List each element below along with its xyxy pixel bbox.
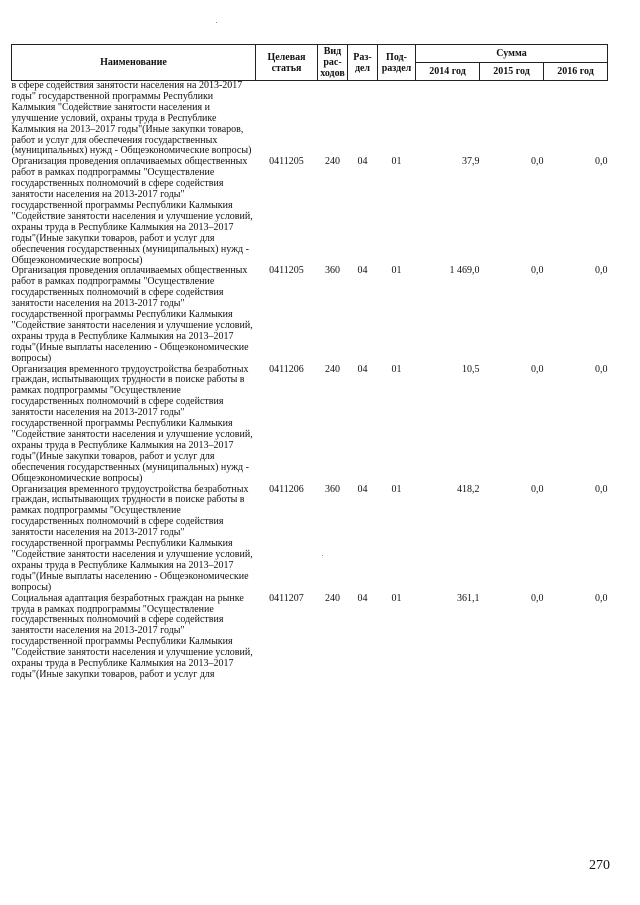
row-subsection: 01	[391, 483, 402, 495]
row-type: 360	[325, 483, 340, 495]
row-type	[318, 81, 348, 158]
row-target: 0411205	[269, 156, 304, 168]
row-subsection: 01	[391, 363, 402, 375]
header-section: Раз-дел	[348, 45, 378, 81]
row-target: 0411206	[269, 483, 304, 495]
row-section: 04	[357, 156, 368, 168]
header-subsection: Под-раздел	[378, 45, 416, 81]
row-section: 04	[357, 363, 368, 375]
table-row	[12, 81, 608, 158]
row-2015	[480, 81, 544, 158]
header-sum: Сумма	[416, 45, 608, 63]
row-name: Организация проведения оплачиваемых общественных работ в рамках подпрограммы "Осуществление государственных полномочий в сфере содействия занятости населения на 2013-2017 годы" государственной программы Республики Калмыкия "Содействие занятости населения и улучшение условий, охраны труда в Республике Калмыкия на 2013–2017 годы"(Иные закупки товаров, работ и услуг для обеспечения государственных (муниципальных) нужд - Общеэкономические вопросы)	[11, 156, 253, 266]
row-type: 240	[325, 156, 340, 168]
row-2014: 361,1	[457, 592, 480, 604]
row-name: Организация временного трудоустройства безработных граждан, испытывающих трудности в поиске работы в рамках подпрограммы "Осуществление государственных полномочий в сфере содействия занятости населения на 2013-2017 годы" государственной программы Республики Калмыкия "Содействие занятости населения и улучшение условий, охраны труда в Республике Калмыкия на 2013–2017 годы"(Иные закупки товаров, работ и услуг для обеспечения государственных (муниципальных) нужд - Общеэкономические вопросы)	[11, 363, 253, 484]
row-2016: 0,0	[595, 156, 608, 168]
row-section: 04	[357, 483, 368, 495]
row-2015: 0,0	[531, 363, 544, 375]
row-2015: 0,0	[531, 156, 544, 168]
row-2014: 37,9	[462, 156, 480, 168]
row-2016: 0,0	[595, 592, 608, 604]
row-2016: 0,0	[595, 363, 608, 375]
page-number: 270	[589, 858, 610, 873]
row-target	[256, 81, 318, 158]
header-target-article: Целевая статья	[256, 45, 318, 81]
row-2014: 10,5	[462, 363, 480, 375]
row-type: 360	[325, 265, 340, 277]
budget-table	[11, 44, 608, 681]
row-subsection: 01	[391, 156, 402, 168]
row-2014: 418,2	[457, 483, 480, 495]
row-2014: 1 469,0	[449, 265, 480, 277]
table-body	[12, 81, 608, 681]
row-name: Организация проведения оплачиваемых общественных работ в рамках подпрограммы "Осуществление государственных полномочий в сфере содействия занятости населения на 2013-2017 годы" государственной программы Республики Калмыкия "Содействие занятости населения и улучшение условий, охраны труда в Республике Калмыкия на 2013–2017 годы"(Иные выплаты населению - Общеэкономические вопросы)	[11, 265, 253, 364]
row-name: Социальная адаптация безработных граждан на рынке труда в рамках подпрограммы "Осуществление государственных полномочий в сфере содействия занятости населения на 2013-2017 годы" государственной программы Республики Калмыкия "Содействие занятости населения и улучшение условий, охраны труда в Республике Калмыкия на 2013–2017 годы"(Иные закупки товаров, работ и услуг для	[11, 592, 253, 680]
header-2016: 2016 год	[544, 63, 608, 81]
table-row	[12, 365, 608, 485]
table-header	[12, 45, 608, 81]
table-row	[12, 485, 608, 594]
table-row	[12, 266, 608, 364]
header-2015: 2015 год	[480, 63, 544, 81]
row-2016: 0,0	[595, 483, 608, 495]
scan-speck	[216, 22, 217, 23]
row-subsection: 01	[391, 592, 402, 604]
row-type: 240	[325, 363, 340, 375]
row-type: 240	[325, 592, 340, 604]
row-2016	[544, 81, 608, 158]
row-subsection	[378, 81, 416, 158]
row-2015: 0,0	[531, 592, 544, 604]
table-row	[12, 594, 608, 681]
row-section: 04	[357, 265, 368, 277]
row-2015: 0,0	[531, 265, 544, 277]
row-name: в сфере содействия занятости населения на 2013-2017 годы" государственной программы Республики Калмыкия "Содействие занятости населения и улучшение условий, охраны труда в Республике Калмыкия на 2013–2017 годы"(Иные закупки товаров, работ и услуг для обеспечения государственных (муниципальных) нужд - Общеэкономические вопросы)	[11, 80, 252, 157]
header-name: Наименование	[12, 45, 256, 81]
row-2015: 0,0	[531, 483, 544, 495]
row-name: Организация временного трудоустройства безработных граждан, испытывающих трудности в поиске работы в рамках подпрограммы "Осуществление государственных полномочий в сфере содействия занятости населения на 2013-2017 годы" государственной программы Республики Калмыкия "Содействие занятости населения и улучшение условий, охраны труда в Республике Калмыкия на 2013–2017 годы"(Иные выплаты населению - Общеэкономические вопросы)	[11, 483, 253, 593]
row-2016: 0,0	[595, 265, 608, 277]
header-expense-type: Вид рас-ходов	[318, 45, 348, 81]
row-subsection: 01	[391, 265, 402, 277]
row-section	[348, 81, 378, 158]
row-target: 0411206	[269, 363, 304, 375]
row-2014	[416, 81, 480, 158]
row-target: 0411205	[269, 265, 304, 277]
header-2014: 2014 год	[416, 63, 480, 81]
row-section: 04	[357, 592, 368, 604]
row-target: 0411207	[269, 592, 304, 604]
table-row	[12, 157, 608, 266]
